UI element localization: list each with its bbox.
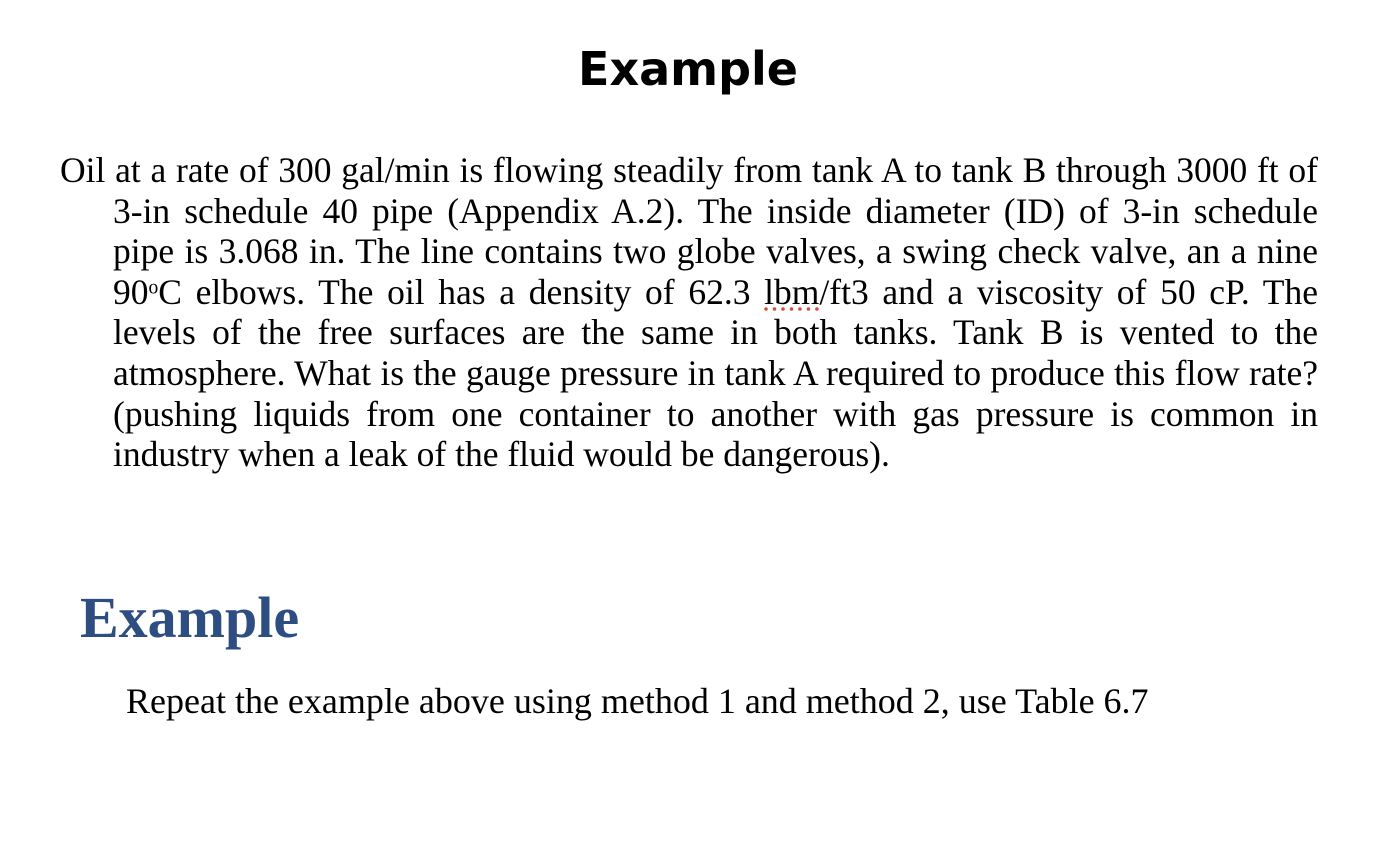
slide-title: Example xyxy=(578,42,798,96)
problem-text-part-1: Oil at a rate of 300 gal/min is flowing steadily from tank A to tank B through 3000 ft of 3-in schedule 40 pipe (Appendix A.2). The inside diameter (ID) of 3-in schedule pipe is 3.068 in. The line contains two globe valves, a swing check valve, an a nine 90 xyxy=(60,150,1318,312)
spellcheck-flagged-word: lbm xyxy=(764,271,820,312)
task-instruction: Repeat the example above using method 1 and method 2, use Table 6.7 xyxy=(126,681,1149,721)
problem-text-part-3: /ft3 and a viscosity of 50 cP. The levels of the free surfaces are the same in both tanks. Tank B is vented to the atmosphere. What is the gauge pressure in tank A required to produce this flow rate? (pushing liquids from one container to another with gas pressure is common in industry when a leak of the fluid would be dangerous). xyxy=(113,271,1318,475)
degree-mark: o xyxy=(148,277,159,299)
problem-statement xyxy=(60,150,1318,475)
problem-text-part-2: C elbows. The oil has a density of 62.3 xyxy=(158,271,765,312)
second-example-heading: Example xyxy=(80,585,300,650)
